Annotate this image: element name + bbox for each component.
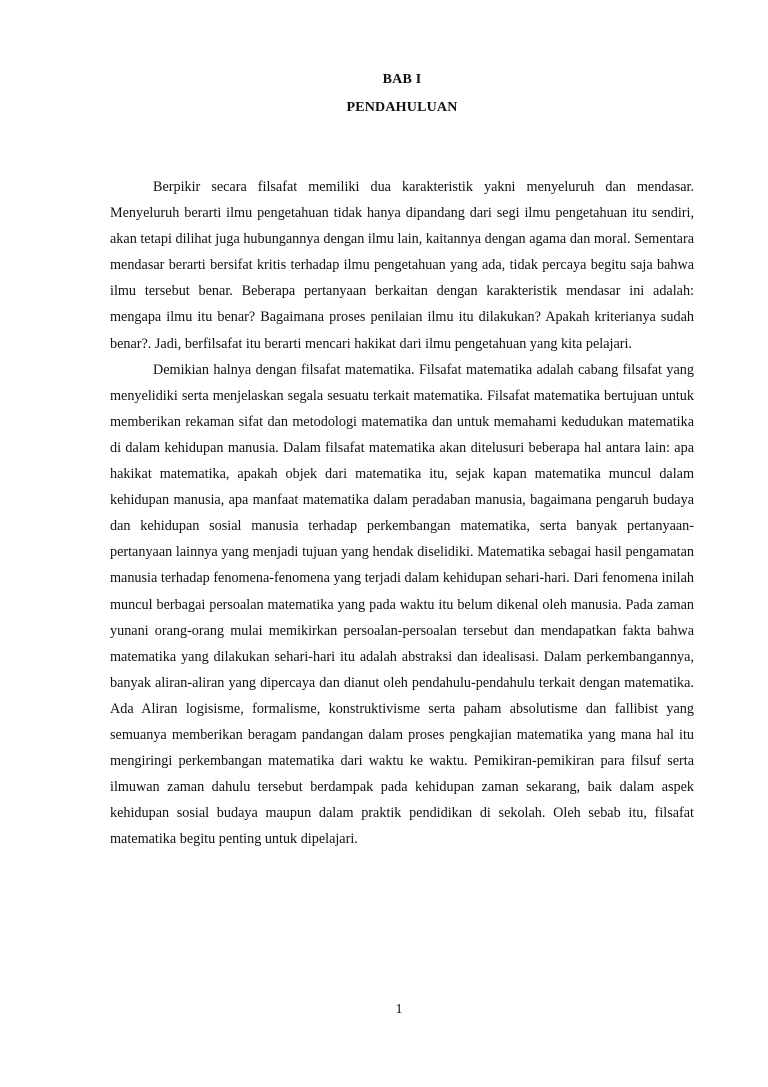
paragraph: Demikian halnya dengan filsafat matematika. Filsafat matematika adalah cabang filsafat yang menyelidiki serta menjelaskan segala sesuatu terkait matematika. Filsafat matematika bertujuan untuk memberikan rekaman sifat dan metodologi matematika dan untuk memahami kedudukan matematika di dalam kehidupan manusia. Dalam filsafat matematika akan ditelusuri beberapa hal antara lain: apa hakikat matematika, apakah objek dari matematika itu, sejak kapan matematika muncul dalam kehidupan manusia, apa manfaat matematika dalam peradaban manusia, bagaimana pengaruh budaya dan kehidupan sosial manusia terhadap perkembangan matematika, serta banyak pertanyaan-pertanyaan lainnya yang menjadi tujuan yang hendak diselidiki. Matematika sebagai hasil pengamatan manusia terhadap fenomena-fenomena yang terjadi dalam kehidupan sehari-hari. Dari fenomena inilah muncul berbagai persoalan matematika yang pada waktu itu belum dikenal oleh manusia. Pada zaman yunani orang-orang mulai memikirkan persoalan-persoalan tersebut dan mendapatkan fakta bahwa matematika yang dilakukan sehari-hari itu adalah abstraksi dan idealisasi. Dalam perkembangannya, banyak aliran-aliran yang dipercaya dan dianut oleh pendahulu-pendahulu terkait dengan matematika. Ada Aliran logisisme, formalisme, konstruktivisme serta paham absolutisme dan fallibist yang semuanya memberikan beragam pandangan dalam proses pengkajian matematika yang mana hal itu mengiringi perkembangan matematika dari waktu ke waktu. Pemikiran-pemikiran para filsuf serta ilmuwan zaman dahulu tersebut berdampak pada kehidupan zaman sekarang, baik dalam aspek kehidupan sosial budaya maupun dalam praktik pendidikan di sekolah. Oleh sebab itu, filsafat matematika begitu penting untuk dipelajari. xyxy=(110,361,694,848)
paragraph: Berpikir secara filsafat memiliki dua karakteristik yakni menyeluruh dan mendasar. Menyeluruh berarti ilmu pengetahuan tidak hanya dipandang dari segi ilmu pengetahuan itu sendiri, akan tetapi dilihat juga hubungannya dengan ilmu lain, kaitannya dengan agama dan moral. Sementara mendasar berarti bersifat kritis terhadap ilmu pengetahuan yang ada, tidak percaya begitu saja bahwa ilmu tersebut benar. Beberapa pertanyaan berkaitan dengan karakteristik mendasar ini adalah: mengapa ilmu itu benar? Bagaimana proses penilaian ilmu itu dilakukan? Apakah kriterianya sudah benar?. Jadi, berfilsafat itu berarti mencari hakikat dari ilmu pengetahuan yang kita pelajari. xyxy=(110,179,694,352)
body-text xyxy=(110,174,694,852)
chapter-title: PENDAHULUAN xyxy=(346,100,458,115)
page-number: 1 xyxy=(395,1002,403,1017)
chapter-number: BAB I xyxy=(382,72,422,87)
